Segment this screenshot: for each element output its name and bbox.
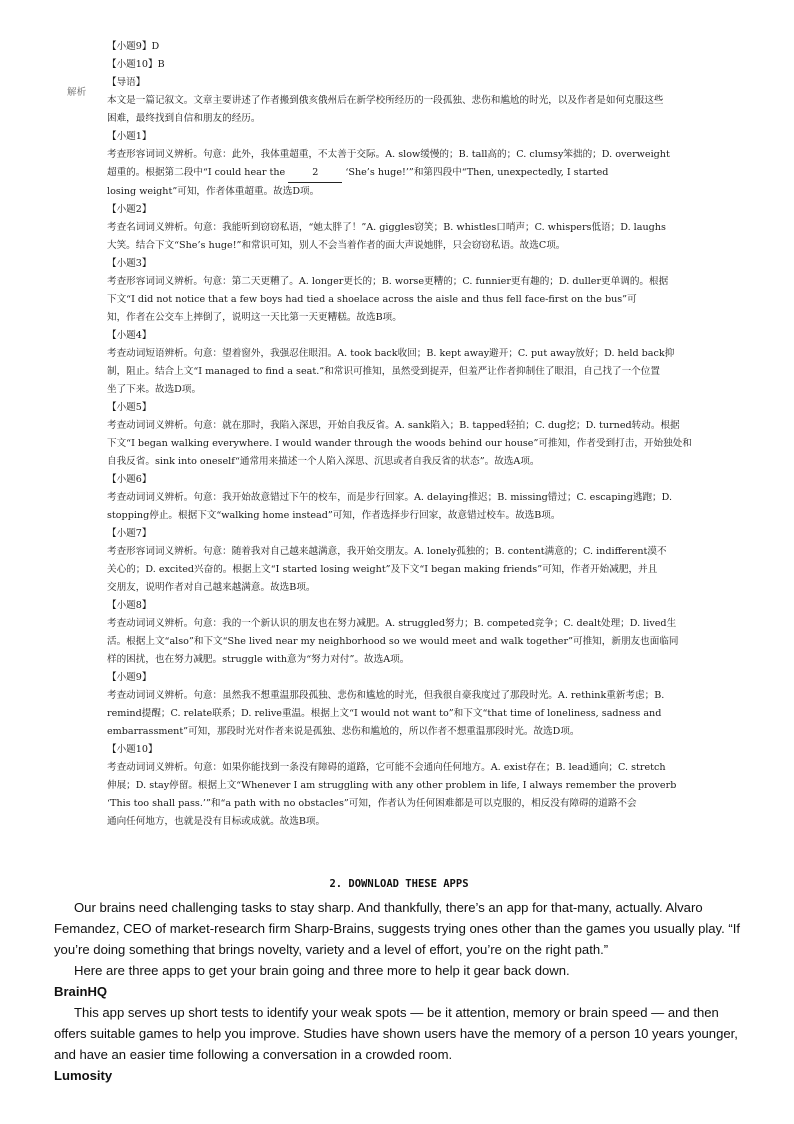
q8-heading: 【小题8】 — [107, 600, 152, 611]
q7-heading: 【小题7】 — [107, 528, 152, 539]
q1-heading: 【小题1】 — [107, 131, 152, 142]
q2-heading: 【小题2】 — [107, 204, 152, 215]
q9-line-1: 考查动词词义辨析。句意：虽然我不想重温那段孤独、悲伤和尴尬的时光，但我很自豪我度过了那段时光。A. rethink重新考虑；B. — [107, 690, 665, 701]
q5-line-2: 下文“I began walking everywhere. I would wander through the woods behind our house”可推知，作者受到打击，开始独处和 — [107, 438, 692, 449]
q5-line-1: 考查动词词义辨析。句意：就在那时，我陷入深思，开始自我反省。A. sank陷入；B. tapped轻拍；C. dug挖；D. turned转动。根据 — [107, 420, 680, 431]
q5-line-3: 自我反省。sink into oneself“通常用来描述一个人陷入深思、沉思或者自我反省的状态”。故选A项。 — [107, 456, 540, 467]
q4-line-2: 制，阻止。结合上文“I managed to find a seat.”和常识可推知，虽然受到捉弄，但羞严让作者抑制住了眼泪，自己找了一个位置 — [107, 366, 660, 377]
q9-heading: 【小题9】 — [107, 672, 152, 683]
q8-line-1: 考查动词词义辨析。句意：我的一个新认识的朋友也在努力减肥。A. struggled努力；B. competed竞争；C. dealt处理；D. lived生 — [107, 618, 677, 629]
q6-line-1: 考查动词词义辨析。句意：我开始故意错过下午的校车，而是步行回家。A. delaying推迟；B. missing错过；C. escaping逃跑；D. — [107, 492, 673, 503]
q4-heading: 【小题4】 — [107, 330, 152, 341]
article-paragraph-2: Here are three apps to get your brain going and three more to help it gear back down. — [74, 963, 570, 978]
q4-line-3: 坐了下来。故选D项。 — [107, 384, 202, 395]
q1-line-2 — [107, 164, 722, 183]
q3-heading: 【小题3】 — [107, 258, 152, 269]
q10-line-2: 伸展；D. stay停留。根据上文“Whenever I am struggling with any other problem in life, I always remember the proverb — [107, 780, 677, 791]
q3-line-2: 下文“I did not notice that a few boys had tied a shoelace across the aisle and thus fell face-first on the bus”可 — [107, 294, 637, 305]
q1-line-2-end: ‘She’s huge!’”和第四段中“Then, unexpectedly, I started — [345, 167, 609, 178]
q3-line-3: 知，作者在公交车上摔倒了，说明这一天比第一天更糟糕。故选B项。 — [107, 312, 402, 323]
blank-2: 2 — [288, 164, 342, 183]
q7-line-3: 交朋友，说明作者对自己越来越满意。故选B项。 — [107, 582, 316, 593]
q6-line-2: stopping停止。根据下文“walking home instead”可知，作者选择步行回家，故意错过校车。故选B项。 — [107, 510, 561, 521]
analysis-label: 解析 — [67, 87, 87, 98]
brainhq-heading: BrainHQ — [54, 984, 108, 999]
q10-line-4: 通向任何地方，也就是没有目标或成就。故选B项。 — [107, 816, 326, 827]
lumosity-heading: Lumosity — [54, 1068, 113, 1083]
q2-line-2: 大笑。结合下文“She’s huge!”和常识可知，别人不会当着作者的面大声说她胖，只会窃窃私语。故选C项。 — [107, 240, 566, 251]
q10-line-1: 考查动词词义辨析。句意：如果你能找到一条没有障碍的道路，它可能不会通向任何地方。A. exist存在；B. lead通向；C. stretch — [107, 762, 666, 773]
q1-line-3: losing weight”可知，作者体重超重。故选D项。 — [107, 186, 320, 197]
article-paragraph-1: Our brains need challenging tasks to stay sharp. And thankfully, there’s an app for that-many, actually. Alvaro Femandez, CEO of market-research firm Sharp-Brains, suggests trying ones other than the games you usually play. “If you’re doing something that brings novelty, variety and a level of effort, you’re on the right path.” — [54, 900, 741, 957]
answer-10: 【小题10】B — [107, 59, 165, 70]
q7-line-2: 关心的；D. excited兴奋的。根据上文“I started losing weight”及下文“I began making friends”可知，作者开始减肥，并且 — [107, 564, 658, 575]
article — [54, 874, 744, 1086]
q3-line-1: 考查形容词词义辨析。句意：第二天更糟了。A. longer更长的；B. worse更糟的；C. funnier更有趣的；D. duller更单调的。根据 — [107, 276, 669, 287]
q5-heading: 【小题5】 — [107, 402, 152, 413]
q10-line-3: ‘This too shall pass.’”和“a path with no obstacles”可知，作者认为任何困难都是可以克服的，相反没有障碍的道路不会 — [107, 798, 637, 809]
summary-line-1: 本文是一篇记叙文。文章主要讲述了作者搬到俄亥俄州后在新学校所经历的一段孤独、悲伤和尴尬的时光，以及作者是如何克服这些 — [107, 95, 664, 106]
q9-line-3: embarrassment”可知，那段时光对作者来说是孤独、悲伤和尴尬的，所以作者不想重温那段时光。故选D项。 — [107, 726, 580, 737]
q8-line-2: 活。根据上文“also”和下文“She lived near my neighborhood so we would meet and walk together”可推知，新朋友也面临同 — [107, 636, 679, 647]
lead-heading: 【导语】 — [107, 77, 146, 88]
q4-line-1: 考查动词短语辨析。句意：望着窗外，我强忍住眼泪。A. took back收回；B. kept away避开；C. put away放好；D. held back抑 — [107, 348, 675, 359]
q7-line-1: 考查形容词词义辨析。句意：随着我对自己越来越满意，我开始交朋友。A. lonely孤独的；B. content满意的；C. indifferent漠不 — [107, 546, 667, 557]
q10-heading: 【小题10】 — [107, 744, 158, 755]
q6-heading: 【小题6】 — [107, 474, 152, 485]
q2-line-1: 考查名词词义辨析。句意：我能听到窃窃私语，“她太胖了！”A. giggles窃笑；B. whistles口哨声；C. whispers低语；D. laughs — [107, 222, 666, 233]
answer-9: 【小题9】D — [107, 41, 160, 52]
article-heading: 2. DOWNLOAD THESE APPS — [329, 878, 469, 890]
answer-explanation — [107, 38, 722, 831]
article-paragraph-3: This app serves up short tests to identify your weak spots — be it attention, memory or brain speed — and then offers suitable games to help you improve. Studies have shown users have the memory of a person 10 years younger, and have an easier time following a conversation in a crowded room. — [54, 1005, 738, 1062]
q8-line-3: 样的困扰，也在努力减肥。struggle with意为“努力对付”。故选A项。 — [107, 654, 410, 665]
q9-line-2: remind提醒；C. relate联系；D. relive重温。根据上文“I would not want to”和下文“that time of loneliness, sadness and — [107, 708, 662, 719]
q1-line-1: 考查形容词词义辨析。句意：此外，我体重超重，不太善于交际。A. slow缓慢的；B. tall高的；C. clumsy笨拙的；D. overweight — [107, 149, 670, 160]
q1-line-2-start: 超重的。根据第二段中“I could hear the — [107, 167, 286, 178]
summary-line-2: 困难，最终找到自信和朋友的经历。 — [107, 113, 261, 124]
